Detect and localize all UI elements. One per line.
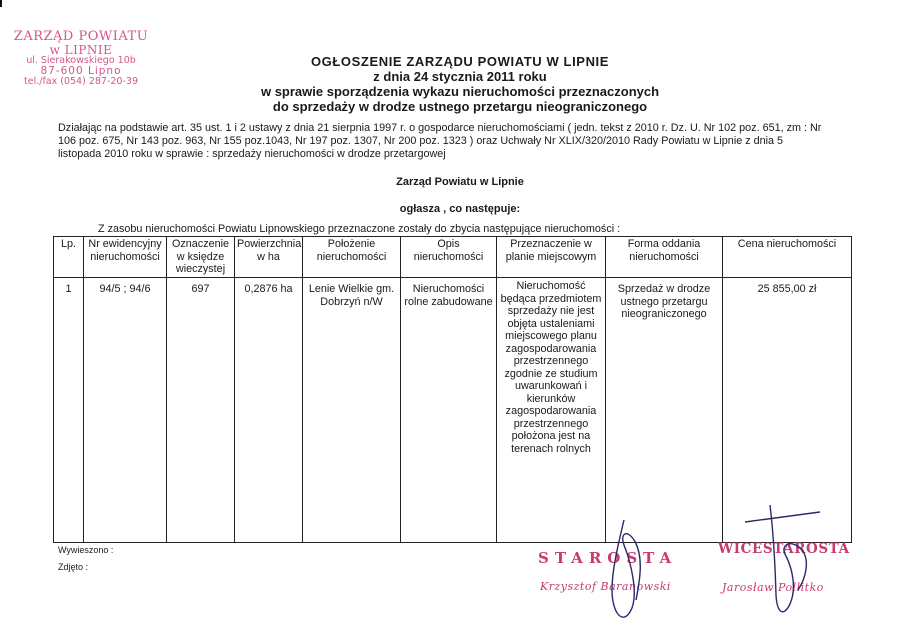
- header-form: Forma oddania nieruchomości: [606, 237, 723, 278]
- table-lead-text: Z zasobu nieruchomości Powiatu Lipnowskiego przeznaczone zostały do zbycia następujące nieruchomości :: [98, 223, 621, 235]
- table-header-row: [54, 237, 852, 278]
- vice-starosta-stamp-name: Jarosław Pollitko: [722, 581, 824, 594]
- cell-location: Lenie Wielkie gm. Dobrzyń n/W: [303, 278, 401, 543]
- published-label: Wywieszono :: [58, 545, 114, 555]
- cell-purpose: Nieruchomość będąca przedmiotem sprzedaży nie jest objęta ustaleniami miejscowego planu zagospodarowania przestrzennego zgodnie ze studium uwarunkowań i kierunków zagospodarowania przestrzennego położona jest na terenach rolnych: [497, 278, 606, 543]
- cell-ksiega: 697: [167, 278, 235, 543]
- cell-price: 25 855,00 zł: [723, 278, 852, 543]
- table-row: [54, 278, 852, 543]
- header-location: Położenie nieruchomości: [303, 237, 401, 278]
- cell-form: Sprzedaż w drodze ustnego przetargu nieograniczonego: [606, 278, 723, 543]
- document-subject-line-1: w sprawie sporządzenia wykazu nieruchomości przeznaczonych: [260, 84, 660, 99]
- board-heading: Zarząd Powiatu w Lipnie: [396, 176, 524, 188]
- starosta-stamp-name: Krzysztof Baranowski: [540, 580, 671, 593]
- announcement-heading: ogłasza , co następuje:: [399, 203, 521, 215]
- header-lp: Lp.: [54, 237, 84, 278]
- cell-area: 0,2876 ha: [235, 278, 303, 543]
- stamp-line-postcode: 87-600 Lipno: [40, 65, 122, 78]
- header-ksiega: Oznaczenie w księdze wieczystej: [167, 237, 235, 278]
- legal-basis-paragraph: Działając na podstawie art. 35 ust. 1 i 2 ustawy z dnia 21 sierpnia 1997 r. o gospodarce nieruchomościami ( jedn. tekst z 2010 r. Dz. U. Nr 102 poz. 651, zm : Nr 106 poz. 675, Nr 143 poz. 963, Nr 155 poz.1043, Nr 197 poz. 1307, Nr 200 poz. 1323 ) oraz Uchwały Nr XLIX/320/2010 Rady Powiatu w Lipnie z dnia 5 listopada 2010 roku w sprawie : sprzedaży nieruchomości w drodze przetargowej: [58, 122, 822, 160]
- stamp-line-phone: tel./fax (054) 287-20-39: [24, 76, 138, 88]
- document-title: OGŁOSZENIE ZARZĄDU POWIATU W LIPNIE: [310, 54, 610, 69]
- cell-lp: 1: [54, 278, 84, 543]
- header-description: Opis nieruchomości: [401, 237, 497, 278]
- starosta-stamp-title: STAROSTA: [538, 549, 678, 567]
- header-nr: Nr ewidencyjny nieruchomości: [84, 237, 167, 278]
- property-table: [53, 236, 852, 543]
- cell-nr: 94/5 ; 94/6: [84, 278, 167, 543]
- header-area: Powierzchnia w ha: [235, 237, 303, 278]
- header-price: Cena nieruchomości: [723, 237, 852, 278]
- vice-starosta-stamp-title: WICESTAROSTA: [718, 541, 850, 557]
- document-date: z dnia 24 stycznia 2011 roku: [373, 69, 547, 84]
- removed-label: Zdjęto :: [58, 562, 89, 572]
- stamp-line-street: ul. Sierakowskiego 10b: [26, 55, 136, 67]
- stamp-line-town: w LIPNIE: [49, 42, 113, 57]
- office-stamp: [6, 30, 156, 87]
- document-subject-line-2: do sprzedaży w drodze ustnego przetargu nieograniczonego: [272, 99, 648, 114]
- header-purpose: Przeznaczenie w planie miejscowym: [497, 237, 606, 278]
- scan-edge-mark: [0, 0, 2, 7]
- cell-description: Nieruchomości rolne zabudowane: [401, 278, 497, 543]
- stamp-line-office: ZARZĄD POWIATU: [13, 29, 149, 44]
